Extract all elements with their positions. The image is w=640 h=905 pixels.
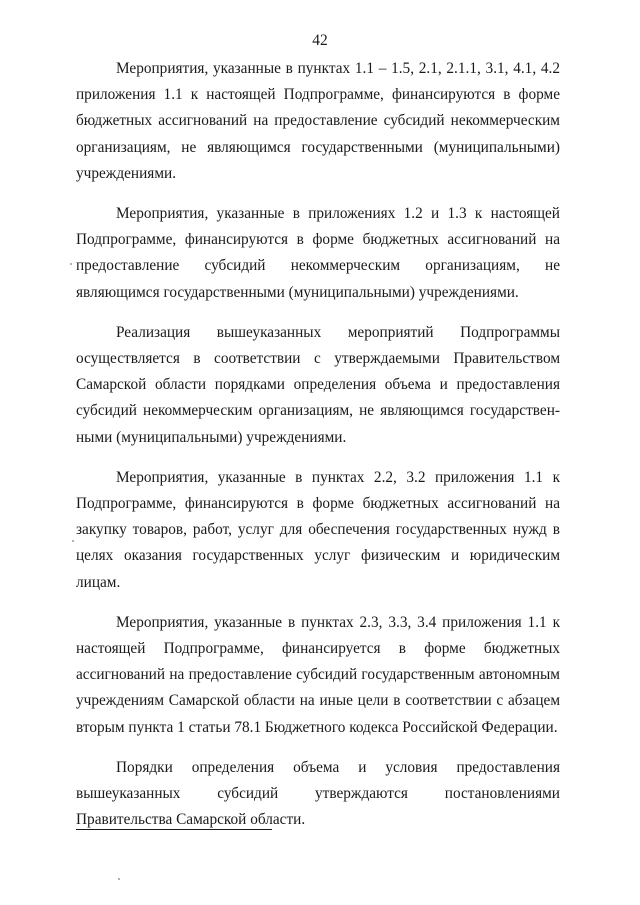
document-body	[76, 56, 560, 847]
paragraph-1: Мероприятия, указанные в пунктах 1.1 – 1.5, 2.1, 2.1.1, 3.1, 4.1, 4.2 приложения 1.1 к настоящей Подпрограмме, финансируются в форме бюджетных ассигнований на предоставление субсидий некоммерческим организациям, не являющимся государственными (муниципальными) учреждениями.	[76, 60, 560, 182]
paragraph-3: Реализация вышеуказанных мероприятий Подпрограммы осуществляется в соответствии с утверждаемыми Правительством Самарской области порядками определения объема и предоставления субсидий некоммерческим организациям, не являющимся государственными (муниципальными) учреждениями.	[76, 323, 560, 446]
paragraph-4: Мероприятия, указанные в пунктах 2.2, 3.2 приложения 1.1 к Подпрограмме, финансируются в форме бюджетных ассигнований на закупку товаров, работ, услуг для обеспечения государственных нужд в целях оказания государственных услуг физическим и юридическим лицам.	[76, 468, 560, 591]
scan-speck	[118, 878, 120, 880]
paragraph-5: Мероприятия, указанные в пунктах 2.3, 3.3, 3.4 приложения 1.1 к настоящей Подпрограмме, финансируется в форме бюджетных ассигнований на предоставление субсидий государственным автономным учреждениям Самарской области на иные цели в соответствии с абзацем вторым пункта 1 статьи 78.1 Бюджетного кодекса Российской Федерации.	[76, 613, 560, 736]
paragraph-6: Порядки определения объема и условия предоставления вышеуказанных субсидий утверждаются постановлениями Правительства Самарской области.	[76, 758, 560, 829]
footnote-separator-line	[76, 829, 272, 830]
scan-speck	[70, 263, 72, 265]
scan-speck	[72, 540, 74, 542]
paragraph-2: Мероприятия, указанные в приложениях 1.2 и 1.3 к настоящей Подпрограмме, финансируются в форме бюджетных ассигнований на предоставление субсидий некоммерческим организациям, не являющимся государственными (муниципальными) учреждениями.	[76, 205, 560, 301]
page-number: 42	[312, 32, 328, 49]
